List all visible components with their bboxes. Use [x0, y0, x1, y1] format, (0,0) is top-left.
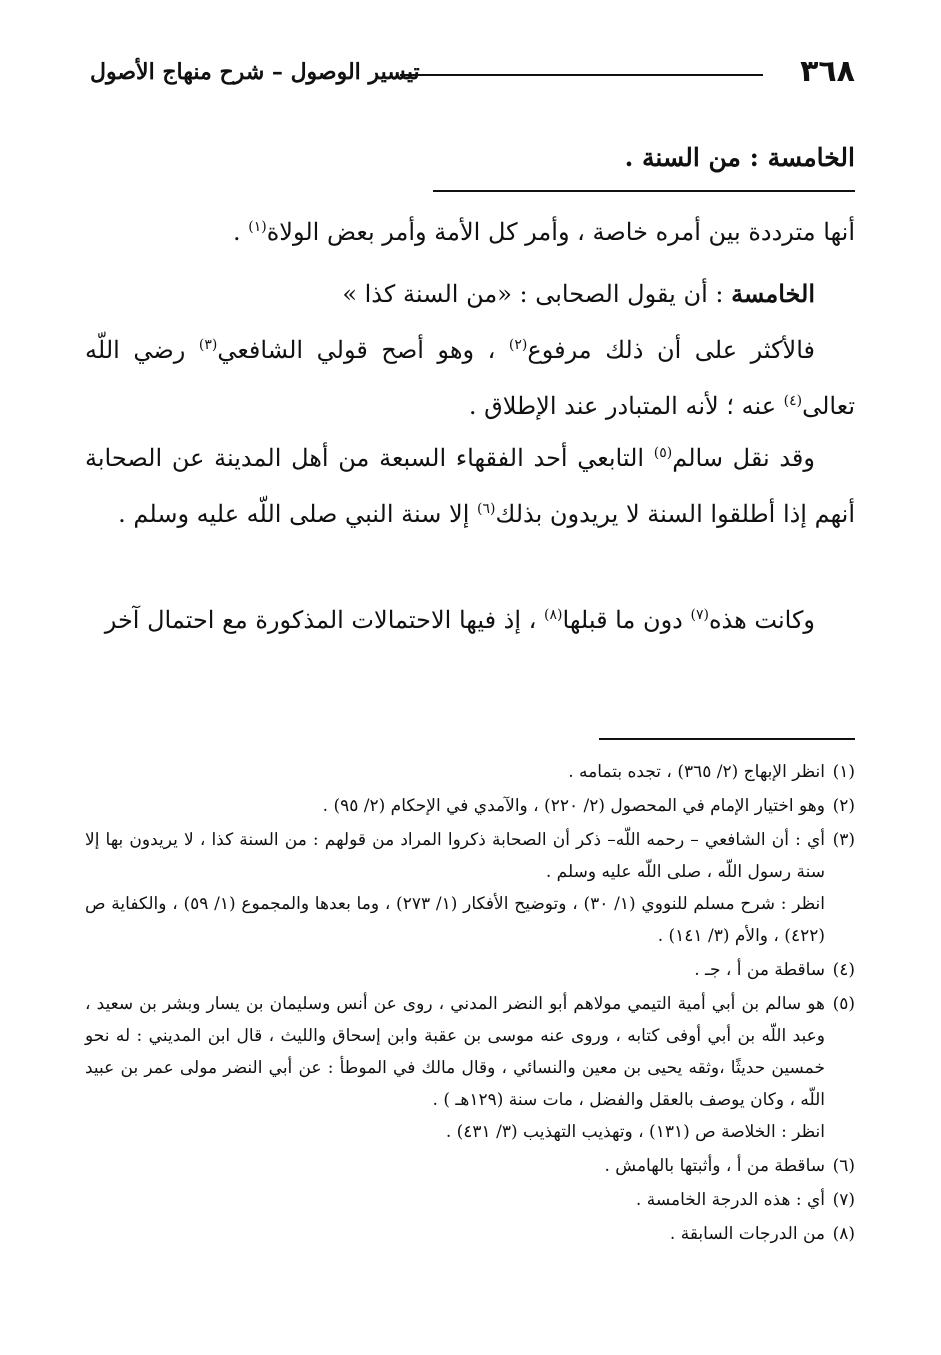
- footnote-ref: (٢): [508, 337, 528, 353]
- paragraph-1: [85, 204, 855, 260]
- footnote-ref: (٧): [690, 607, 709, 623]
- paragraph-5: [85, 592, 855, 648]
- footnote-text: وهو اختيار الإمام في المحصول (٢/ ٢٢٠) ، والآمدي في الإحكام (٢/ ٩٥) .: [322, 796, 825, 816]
- footnote-number: (٦): [832, 1156, 855, 1176]
- footnote-4: [85, 954, 855, 986]
- footnote-3: [85, 824, 855, 952]
- footnote-6: [85, 1150, 855, 1182]
- footnote-separator: [599, 738, 855, 740]
- footnote-2: [85, 790, 855, 822]
- paragraph-4-part-b: التابعي أحد الفقهاء السبعة من أهل المدينة عن الصحابة أنهم إذا أطلقوا السنة لا يريدون بذلك: [85, 444, 855, 528]
- footnote-number: (١): [832, 762, 855, 782]
- paragraph-3-part-a: فالأكثر على أن ذلك مرفوع: [527, 336, 815, 364]
- footnote-number: (٣): [832, 830, 855, 850]
- footnote-text: أي : أن الشافعي – رحمه اللّه– ذكر أن الصحابة ذكروا المراد من قولهم : من السنة كذا ، لا يريدون بها إلا سنة رسول اللّه ، صلى اللّه عليه وسلم .: [85, 830, 826, 882]
- page-header: [90, 52, 855, 92]
- page-number: ٣٦٨: [800, 54, 855, 89]
- footnote-number: (٥): [832, 994, 855, 1014]
- footnote-ref: (٦): [477, 501, 496, 517]
- paragraph-3-part-d: عنه ؛ لأنه المتبادر عند الإطلاق .: [468, 392, 784, 420]
- footnote-8: [85, 1218, 855, 1250]
- footnote-text: ساقطة من أ ، جـ .: [694, 960, 825, 980]
- paragraph-1-end: .: [232, 218, 249, 246]
- paragraph-5-part-b: دون ما قبلها: [562, 606, 691, 634]
- footnote-ref: (٣): [198, 337, 218, 353]
- section-heading: الخامسة : من السنة .: [624, 143, 855, 172]
- running-title: تيسير الوصول – شرح منهاج الأصول: [90, 59, 420, 85]
- paragraph-5-part-c: ، إذ فيها الاحتمالات المذكورة مع احتمال آخر: [104, 606, 545, 634]
- footnote-1: [85, 756, 855, 788]
- paragraph-5-part-a: وكانت هذه: [708, 606, 815, 634]
- section-rule: [433, 190, 855, 192]
- footnote-text: انظر الإبهاج (٢/ ٣٦٥) ، تجده بتمامه .: [568, 762, 825, 782]
- paragraph-1-text: أنها مترددة بين أمره خاصة ، وأمر كل الأمة وأمر بعض الولاة: [266, 218, 855, 246]
- footnote-reference-text: انظر : الخلاصة ص (١٣١) ، وتهذيب التهذيب (٣/ ٤٣١) .: [445, 1122, 825, 1142]
- footnote-text: أي : هذه الدرجة الخامسة .: [635, 1190, 825, 1210]
- paragraph-2-heading: الخامسة: [731, 279, 815, 308]
- footnote-ref: (٤): [783, 393, 803, 409]
- footnotes: [85, 756, 855, 1252]
- footnote-number: (٧): [832, 1190, 855, 1210]
- footnote-number: (٨): [832, 1224, 855, 1244]
- footnote-reference-text: انظر : شرح مسلم للنووي (١/ ٣٠) ، وتوضيح الأفكار (١/ ٢٧٣) ، وما بعدها والمجموع (١/ ٥٩) ، والكفاية ص (٤٢٢) ، والأم (٣/ ١٤١) .: [85, 894, 826, 946]
- footnote-7: [85, 1184, 855, 1216]
- paragraph-3-part-b: ، وهو أصح قولي الشافعي: [217, 336, 509, 364]
- footnote-number: (٢): [832, 796, 855, 816]
- footnote-5: [85, 988, 855, 1148]
- footnote-number: (٤): [832, 960, 855, 980]
- footnote-text: هو سالم بن أبي أمية التيمي مولاهم أبو النضر المدني ، روى عن أنس وسليمان بن يسار وبشر بن سعيد ، وعبد اللّه بن أبي أوفى كتابه ، وروى عنه موسى بن عقبة وابن إسحاق والليث ، قال ابن المديني : له نحو خمسين حديثًا ،وثقه يحيى بن معين والنسائي ، وقال مالك في الموطأ : عن أبي النضر مولى عمر بن عبيد اللّه ، وكان يوصف بالعقل والفضل ، مات سنة (١٢٩هـ ) .: [85, 994, 825, 1110]
- paragraph-3: [85, 322, 855, 434]
- footnote-text: ساقطة من أ ، وأثبتها بالهامش .: [604, 1156, 825, 1176]
- header-rule: [400, 74, 763, 76]
- footnote-ref: (١): [248, 219, 267, 235]
- paragraph-4-part-a: وقد نقل سالم: [672, 444, 815, 472]
- footnote-ref: (٨): [544, 607, 563, 623]
- footnote-ref: (٥): [653, 445, 673, 461]
- paragraph-2: [85, 266, 855, 322]
- paragraph-3-part-c: رضي اللّه تعالى: [85, 336, 855, 420]
- paragraph-4-part-c: إلا سنة النبي صلى اللّه عليه وسلم .: [118, 500, 477, 528]
- paragraph-4: [85, 430, 855, 542]
- footnote-text: من الدرجات السابقة .: [669, 1224, 825, 1244]
- paragraph-2-text: : أن يقول الصحابى : «من السنة كذا »: [342, 280, 732, 308]
